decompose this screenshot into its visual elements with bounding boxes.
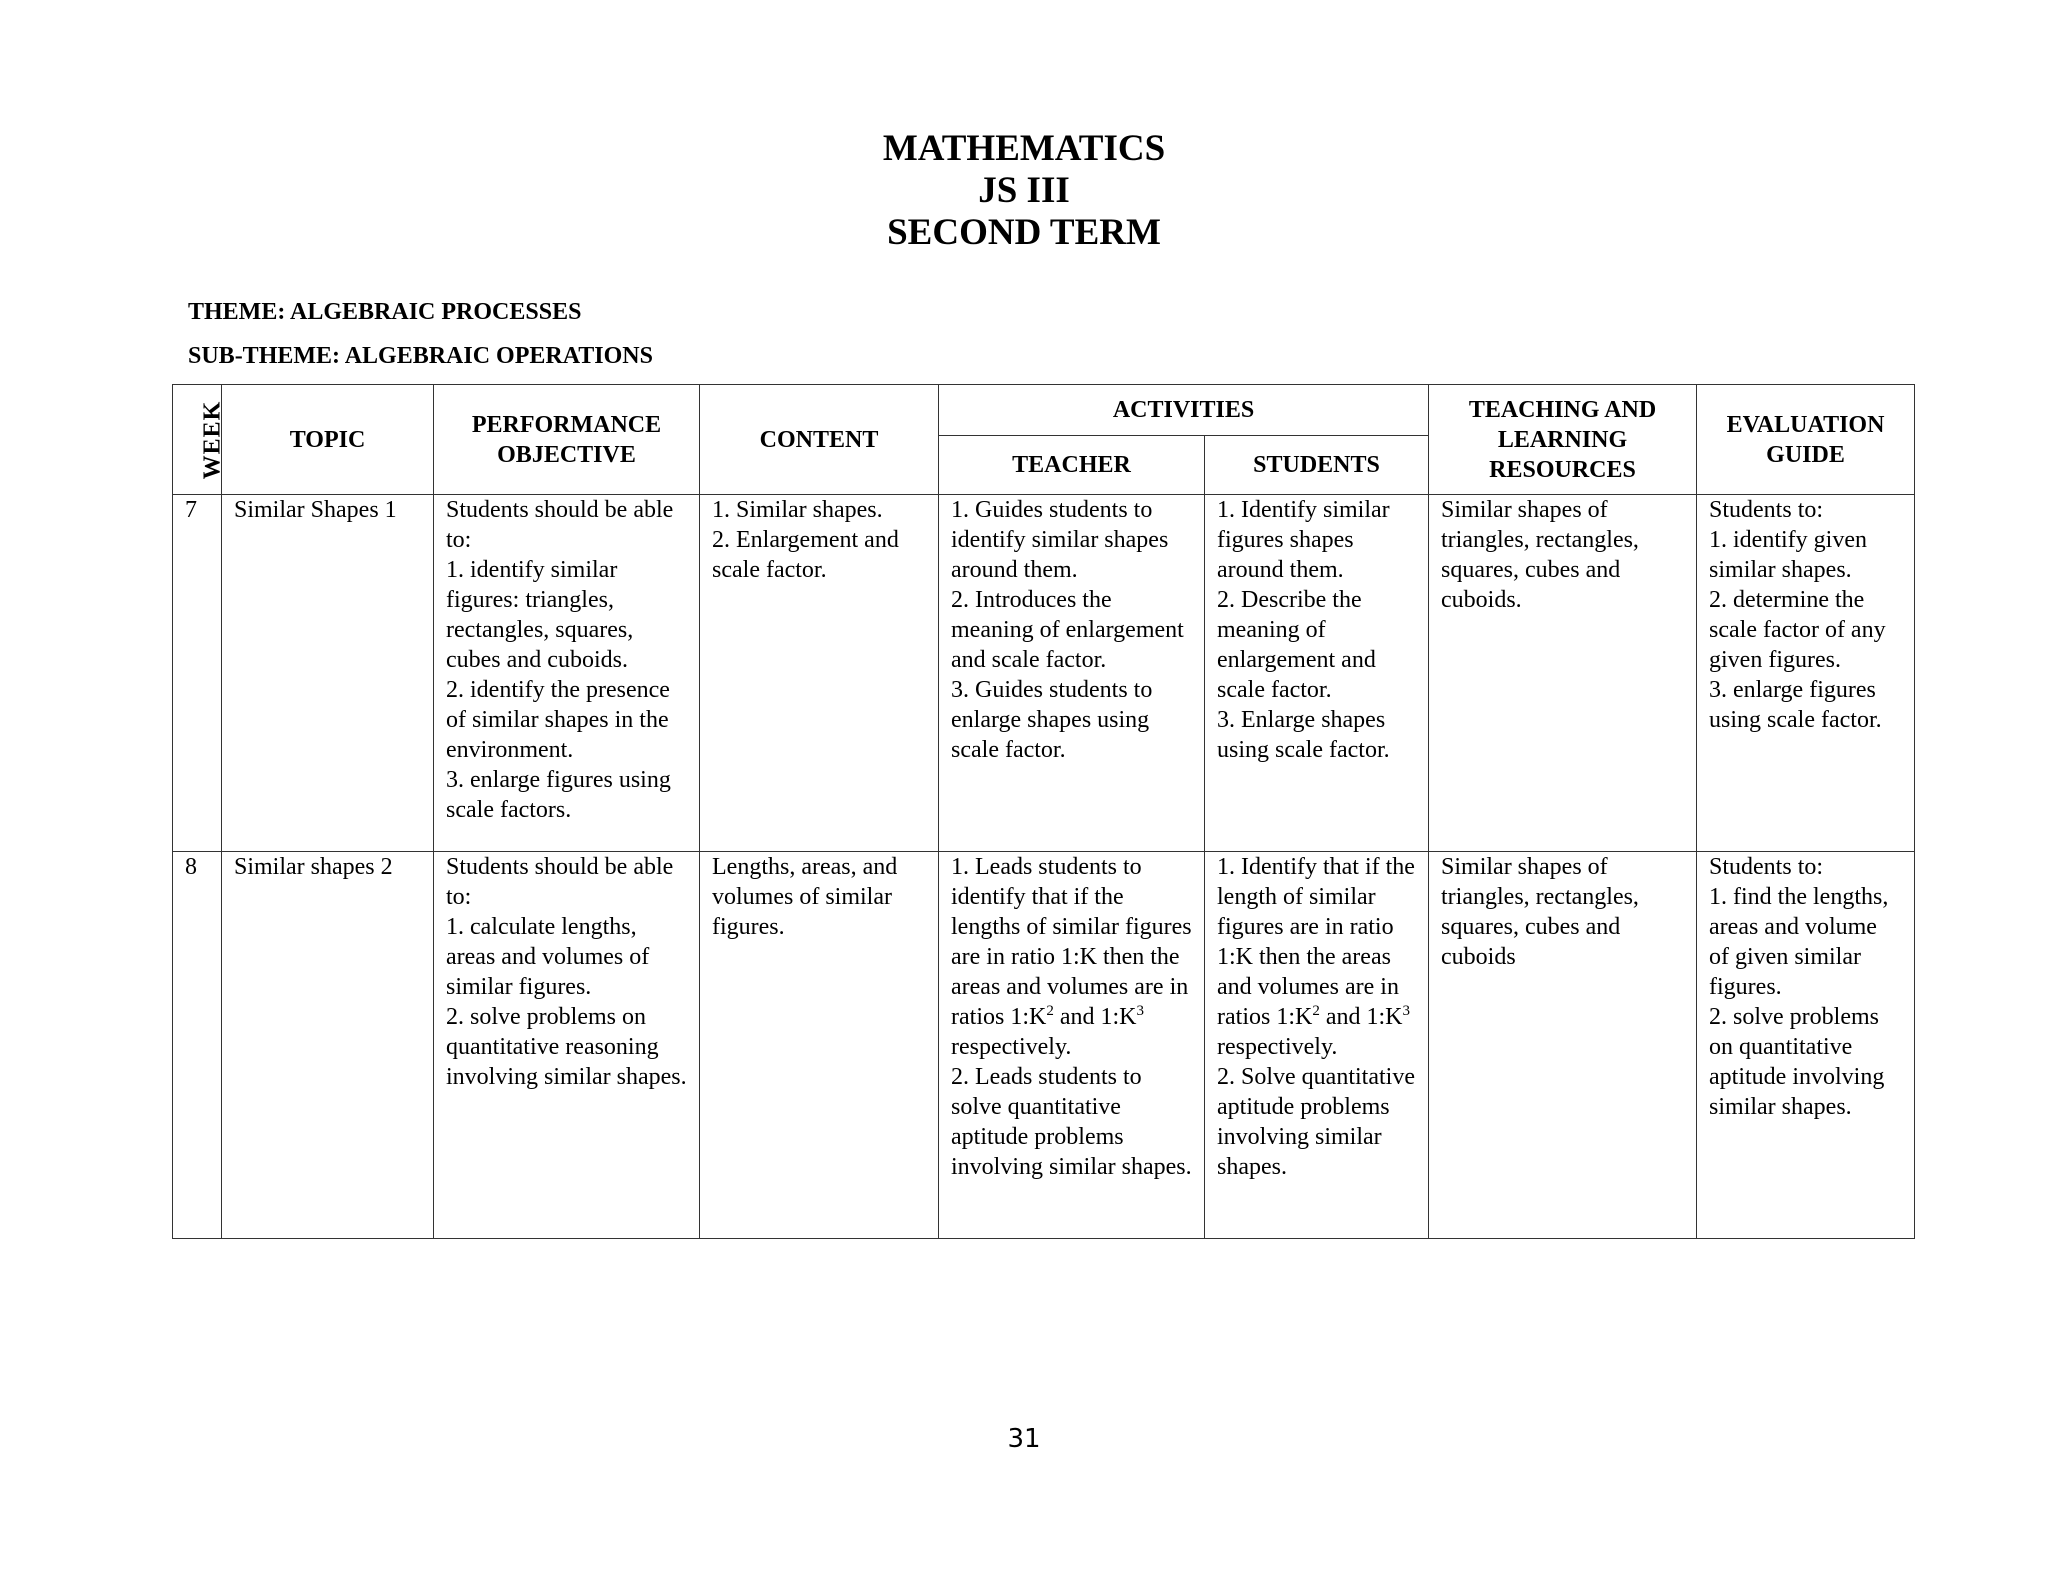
resources-header: TEACHING AND LEARNING RESOURCES — [1429, 385, 1697, 495]
content-header: CONTENT — [700, 385, 939, 495]
page-number: 31 — [1007, 1424, 1041, 1454]
objective-cell: Students should be able to: 1. calculate lengths, areas and volumes of similar figures. 2. solve problems on quantitative reasoning involving similar shapes. — [434, 852, 700, 1239]
week-header: WEEK — [173, 385, 222, 495]
topic-cell: Similar shapes 2 — [222, 852, 434, 1239]
teacher-header: TEACHER — [939, 436, 1205, 495]
theme-label: THEME: ALGEBRAIC PROCESSES — [188, 299, 582, 325]
content-cell: 1. Similar shapes. 2. Enlargement and scale factor. — [700, 495, 939, 852]
week-cell: 8 — [173, 852, 222, 1239]
teacher-activity-cell — [939, 852, 1205, 1239]
resources-cell: Similar shapes of triangles, rectangles, squares, cubes and cuboids — [1429, 852, 1697, 1239]
term-title: SECOND TERM — [887, 212, 1161, 253]
students-header: STUDENTS — [1205, 436, 1429, 495]
teacher-exponent-2: 3 — [1136, 1003, 1144, 1019]
students-activity-cell — [1205, 852, 1429, 1239]
students-text-part3: respectively. 2. Solve quantitative aptitude problems involving similar shapes. — [1217, 1034, 1415, 1180]
activities-header: ACTIVITIES — [939, 385, 1429, 436]
teacher-text-part1: 1. Leads students to identify that if the lengths of similar figures are in ratio 1:K then the areas and volumes are in ratios 1:K — [951, 854, 1192, 1030]
evaluation-cell: Students to: 1. identify given similar shapes. 2. determine the scale factor of any given figures. 3. enlarge figures using scale factor. — [1697, 495, 1915, 852]
objective-cell: Students should be able to: 1. identify similar figures: triangles, rectangles, squares, cubes and cuboids. 2. identify the presence of similar shapes in the environment. 3. enlarge figures using scale factors. — [434, 495, 700, 852]
teacher-text-part2: and 1:K — [1053, 1004, 1137, 1030]
class-title: JS III — [978, 170, 1070, 211]
scheme-of-work-table — [172, 384, 1915, 1239]
students-text-part2: and 1:K — [1319, 1004, 1403, 1030]
students-exponent-1: 2 — [1312, 1003, 1320, 1019]
table-row — [173, 852, 1915, 1239]
table-header-row — [173, 385, 1915, 436]
table-row — [173, 495, 1915, 852]
teacher-activity-cell: 1. Guides students to identify similar shapes around them. 2. Introduces the meaning of enlargement and scale factor. 3. Guides students to enlarge shapes using scale factor. — [939, 495, 1205, 852]
students-exponent-2: 3 — [1402, 1003, 1410, 1019]
students-activity-cell: 1. Identify similar figures shapes around them. 2. Describe the meaning of enlargement and scale factor. 3. Enlarge shapes using scale factor. — [1205, 495, 1429, 852]
sub-theme-label: SUB-THEME: ALGEBRAIC OPERATIONS — [188, 343, 653, 369]
subject-title: MATHEMATICS — [882, 128, 1166, 169]
week-cell: 7 — [173, 495, 222, 852]
teacher-text-part3: respectively. 2. Leads students to solve quantitative aptitude problems involving similar shapes. — [951, 1034, 1192, 1180]
resources-cell: Similar shapes of triangles, rectangles, squares, cubes and cuboids. — [1429, 495, 1697, 852]
teacher-exponent-1: 2 — [1046, 1003, 1054, 1019]
evaluation-header: EVALUATION GUIDE — [1697, 385, 1915, 495]
evaluation-cell: Students to: 1. find the lengths, areas and volume of given similar figures. 2. solve problems on quantitative aptitude involving similar shapes. — [1697, 852, 1915, 1239]
document-heading — [0, 128, 2048, 254]
students-text-part1: 1. Identify that if the length of similar figures are in ratio 1:K then the areas and volumes are in ratios 1:K — [1217, 854, 1415, 1030]
topic-header: TOPIC — [222, 385, 434, 495]
content-cell: Lengths, areas, and volumes of similar figures. — [700, 852, 939, 1239]
performance-objective-header: PERFORMANCE OBJECTIVE — [434, 385, 700, 495]
topic-cell: Similar Shapes 1 — [222, 495, 434, 852]
